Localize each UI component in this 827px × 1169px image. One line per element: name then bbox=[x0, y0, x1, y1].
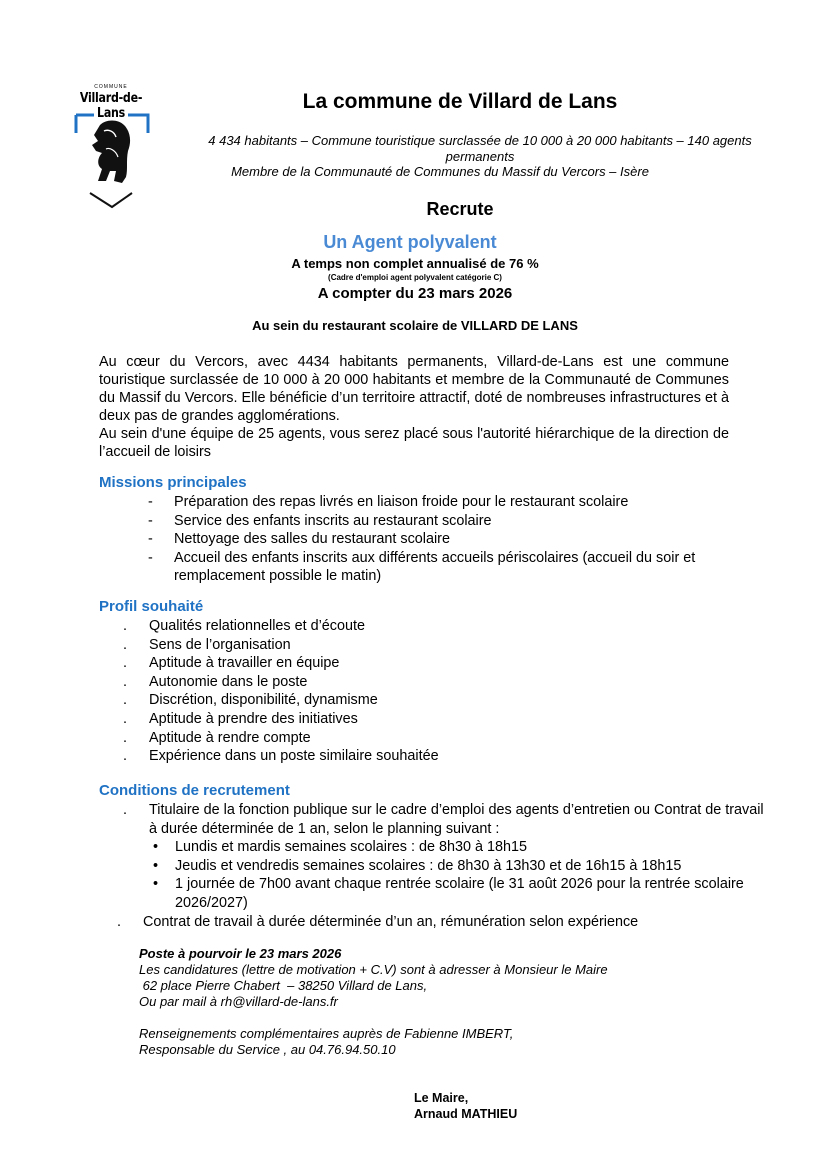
info-contact: Renseignements complémentaires auprès de Fabienne IMBERT, bbox=[139, 1026, 514, 1041]
dash-marker: - bbox=[148, 494, 153, 510]
intro-paragraph-2: Au sein d'une équipe de 25 agents, vous serez placé sous l'autorité hiérarchique de la direction de l’accueil de loisirs bbox=[99, 426, 729, 460]
workplace: Au sein du restaurant scolaire de VILLARD DE LANS bbox=[252, 318, 578, 333]
list-item: - Accueil des enfants inscrits aux différents accueils périscolaires (accueil du soir et remplacement possible le matin) bbox=[148, 549, 696, 585]
conditions-heading: Conditions de recrutement bbox=[99, 782, 290, 799]
dot-marker: . bbox=[123, 636, 127, 653]
intro-paragraph-1: Au cœur du Vercors, avec 4434 habitants permanents, Villard-de-Lans est une commune touristique surclassée de 10 000 à 20 000 habitants et membre de la Communauté de Communes du Massif du Vercors. Elle bénéficie d’un territoire attractif, doté de nombreuses infrastructures et à deux pas de grandes agglomérations. bbox=[99, 354, 729, 424]
list-item: - Service des enfants inscrits au restaurant scolaire bbox=[148, 512, 492, 529]
dot-marker: . bbox=[123, 673, 127, 690]
position-title: Un Agent polyvalent bbox=[323, 232, 497, 252]
schedule-item: • Lundis et mardis semaines scolaires : de 8h30 à 18h15 bbox=[153, 839, 527, 856]
conditions-list bbox=[117, 801, 770, 931]
email-contact: Ou par mail à rh@villard-de-lans.fr bbox=[139, 994, 338, 1009]
dot-marker: . bbox=[123, 802, 127, 818]
schedule-item: • Jeudis et vendredis semaines scolaires : de 8h30 à 13h30 et de 16h15 à 18h15 bbox=[153, 857, 682, 874]
signature-name: Arnaud MATHIEU bbox=[414, 1107, 518, 1121]
missions-list bbox=[148, 493, 738, 586]
intro-text bbox=[99, 353, 729, 461]
dot-marker: . bbox=[123, 618, 127, 634]
dot-marker: . bbox=[123, 729, 127, 746]
bullet-icon: • bbox=[153, 876, 159, 893]
phone-contact: Responsable du Service , au 04.76.94.50.10 bbox=[139, 1042, 396, 1057]
dot-marker: . bbox=[123, 655, 127, 672]
list-item: . Expérience dans un poste similaire souhaitée bbox=[123, 748, 439, 765]
job-framework: (Cadre d'emploi agent polyvalent catégorie C) bbox=[328, 273, 502, 282]
application-info bbox=[139, 946, 699, 1058]
list-item: . Titulaire de la fonction publique sur le cadre d’emploi des agents d’entretien ou Contrat de travail à durée déterminée de 1 an, selon le planning suivant : bbox=[123, 802, 764, 837]
logo-small-text: COMMUNE bbox=[94, 84, 128, 90]
list-item: . Aptitude à rendre compte bbox=[123, 729, 311, 746]
logo-name: Villard-de-Lans bbox=[79, 91, 143, 121]
dot-marker: . bbox=[123, 710, 127, 727]
start-date: A compter du 23 mars 2026 bbox=[317, 285, 513, 302]
list-item: - Préparation des repas livrés en liaison froide pour le restaurant scolaire bbox=[148, 494, 629, 510]
dash-marker: - bbox=[148, 531, 153, 548]
page-title: La commune de Villard de Lans bbox=[302, 90, 618, 113]
missions-heading: Missions principales bbox=[99, 474, 247, 491]
list-item: . Autonomie dans le poste bbox=[123, 673, 308, 690]
signature bbox=[414, 1090, 517, 1122]
signature-role: Le Maire, bbox=[414, 1091, 469, 1105]
deadline: Poste à pourvoir le 23 mars 2026 bbox=[139, 946, 342, 961]
dot-marker: . bbox=[123, 692, 127, 709]
profile-heading: Profil souhaité bbox=[99, 598, 204, 615]
list-item: . Aptitude à travailler en équipe bbox=[123, 655, 340, 672]
list-item: . Aptitude à prendre des initiatives bbox=[123, 710, 358, 727]
commune-facts: 4 434 habitants – Commune touristique surclassée de 10 000 à 20 000 habitants – 140 agents permanents bbox=[208, 133, 752, 164]
bullet-icon: • bbox=[153, 839, 159, 856]
dash-marker: - bbox=[148, 512, 153, 529]
list-item: - Nettoyage des salles du restaurant scolaire bbox=[148, 531, 450, 548]
schedule-item: • 1 journée de 7h00 avant chaque rentrée scolaire (le 31 août 2026 pour la rentrée scolaire 2026/2027) bbox=[153, 876, 744, 911]
dash-marker: - bbox=[148, 549, 153, 566]
commune-membership: Membre de la Communauté de Communes du Massif du Vercors – Isère bbox=[231, 164, 649, 179]
list-item: . Qualités relationnelles et d’écoute bbox=[123, 618, 365, 634]
recrute-heading: Recrute bbox=[426, 199, 494, 219]
list-item: . Contrat de travail à durée déterminée d’un an, rémunération selon expérience bbox=[117, 913, 639, 930]
working-time: A temps non complet annualisé de 76 % bbox=[291, 256, 539, 271]
bear-emblem-icon bbox=[66, 111, 156, 211]
bullet-icon: • bbox=[153, 857, 159, 874]
commune-logo bbox=[66, 84, 156, 214]
dot-marker: . bbox=[117, 913, 121, 930]
list-item: . Sens de l’organisation bbox=[123, 636, 291, 653]
list-item: . Discrétion, disponibilité, dynamisme bbox=[123, 692, 378, 709]
dot-marker: . bbox=[123, 748, 127, 765]
profile-list bbox=[120, 617, 620, 766]
application-instructions: Les candidatures (lettre de motivation + C.V) sont à adresser à Monsieur le Maire bbox=[139, 962, 608, 977]
postal-address: 62 place Pierre Chabert – 38250 Villard de Lans, bbox=[139, 978, 428, 993]
